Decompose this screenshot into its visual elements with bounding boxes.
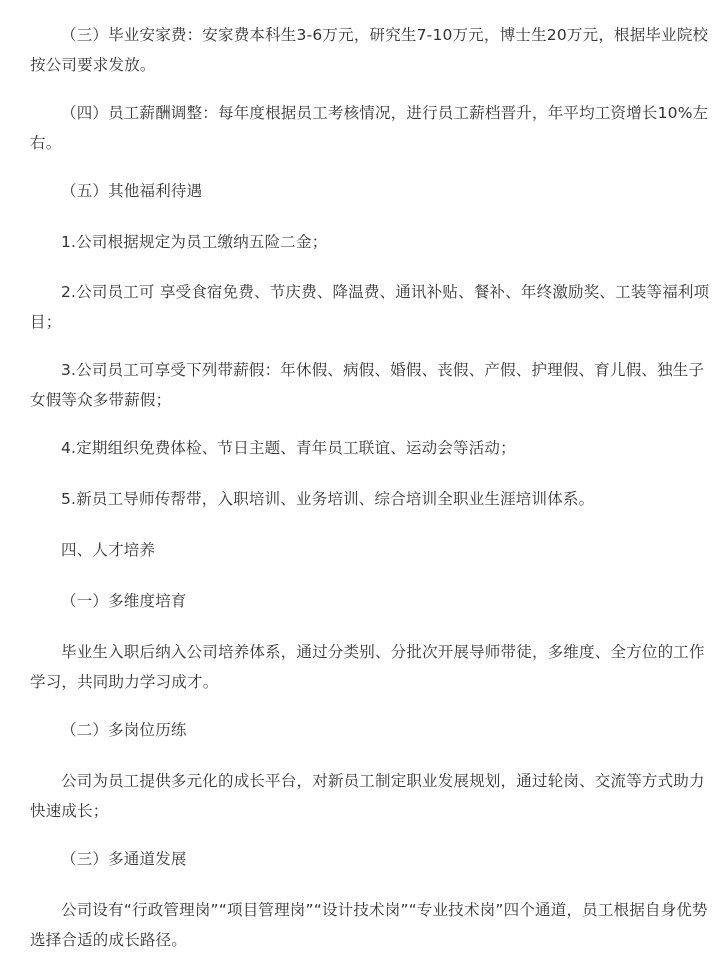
paragraph-benefit-4: 4.定期组织免费体检、节日主题、青年员工联谊、运动会等活动； [61,439,516,457]
paragraph-benefit-3: 3.公司员工可享受下列带薪假：年休假、病假、婚假、丧假、产假、护理假、育儿假、独生子女假等众多带薪假； [30,361,705,409]
paragraph-benefit-2: 2.公司员工可 享受食宿免费、节庆费、降温费、通讯补贴、餐补、年终激励奖、工装等福利项目； [30,283,710,331]
paragraph-multi-channel: 公司设有“行政管理岗”“项目管理岗”“设计技术岗”“专业技术岗”四个通道，员工根据自身优势选择合适的成长路径。 [30,901,708,949]
heading-other-benefits: （五）其他福利待遇 [61,182,203,200]
paragraph-salary-adjustment: （四）员工薪酬调整：每年度根据员工考核情况，进行员工薪档晋升，年平均工资增长10%左右。 [30,104,709,152]
paragraph-settlement-allowance: （三）毕业安家费：安家费本科生3-6万元，研究生7-10万元，博士生20万元，根据毕业院校按公司要求发放。 [30,26,709,74]
paragraph-multi-dimension: 毕业生入职后纳入公司培养体系，通过分类别、分批次开展导师带徒，多维度、全方位的工作学习，共同助力学习成才。 [30,643,705,691]
paragraph-benefit-5: 5.新员工导师传帮带，入职培训、业务培训、综合培训全职业生涯培训体系。 [61,490,595,508]
heading-multi-dimension: （一）多维度培育 [61,592,187,610]
paragraph-benefit-1: 1.公司根据规定为员工缴纳五险二金； [61,233,328,251]
heading-multi-position: （二）多岗位历练 [61,721,187,739]
heading-talent-development: 四、人才培养 [61,541,156,559]
heading-multi-channel: （三）多通道发展 [61,850,187,868]
paragraph-multi-position: 公司为员工提供多元化的成长平台，对新员工制定职业发展规划，通过轮岗、交流等方式助力快速成长； [30,772,705,820]
